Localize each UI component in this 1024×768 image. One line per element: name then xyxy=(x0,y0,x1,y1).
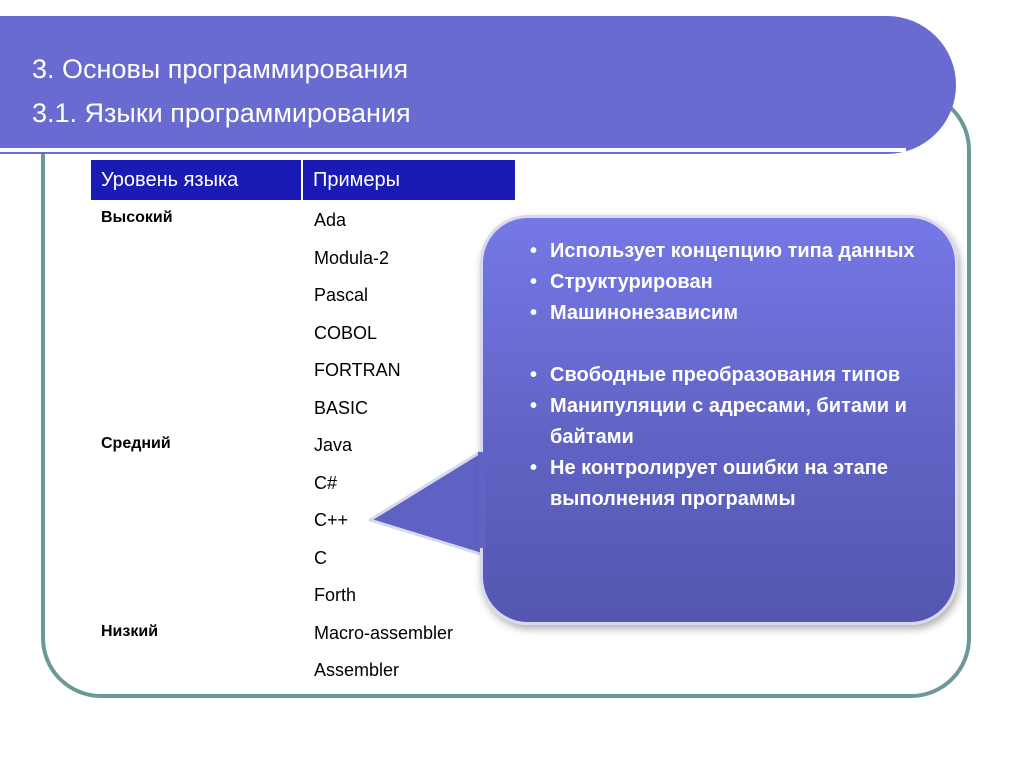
level-high: Высокий xyxy=(101,209,173,226)
bullet-text: Манипуляции с адресами, битами и байтами xyxy=(550,395,907,448)
bullet-text: Структурирован xyxy=(550,271,713,293)
bullet-item xyxy=(530,267,940,298)
bullet-text: Использует концепцию типа данных xyxy=(550,240,915,262)
bullet-item xyxy=(530,453,940,515)
example-item: C xyxy=(314,548,327,568)
bullet-dot: • xyxy=(530,302,538,324)
example-item: Modula-2 xyxy=(314,248,390,268)
bullet-dot: • xyxy=(530,364,538,386)
level-medium: Средний xyxy=(101,435,171,452)
example-item: COBOL xyxy=(314,323,378,343)
bullet-dot: • xyxy=(530,457,538,479)
bullet-text: Машинонезависим xyxy=(550,302,739,324)
slide-title: 3. Основы программирования xyxy=(32,54,409,84)
bullet-spacer xyxy=(530,329,940,360)
bullet-dot: • xyxy=(530,271,538,293)
bullet-item xyxy=(530,298,940,329)
bullet-text: Не контролирует ошибки на этапе выполнения программы xyxy=(550,457,888,510)
bullet-item xyxy=(530,360,940,391)
column-header-examples: Примеры xyxy=(313,169,401,191)
callout-bullets xyxy=(530,236,940,515)
example-item: Java xyxy=(314,435,353,455)
column-header-level: Уровень языка xyxy=(91,160,303,200)
bullet-text: Свободные преобразования типов xyxy=(550,364,901,386)
level-low: Низкий xyxy=(101,623,159,640)
bullet-item xyxy=(530,391,940,453)
example-item: C# xyxy=(314,473,338,493)
bullet-dot: • xyxy=(530,395,538,417)
example-item: BASIC xyxy=(314,398,369,418)
slide-subtitle: 3.1. Языки программирования xyxy=(32,98,411,128)
bullet-item xyxy=(530,236,940,267)
example-item: Pascal xyxy=(314,285,369,305)
bullet-dot: • xyxy=(530,240,538,262)
example-item: Assembler xyxy=(314,660,400,680)
example-item: FORTRAN xyxy=(314,360,401,380)
example-item: Ada xyxy=(314,210,347,230)
example-item: Macro-assembler xyxy=(314,623,454,643)
example-item: Forth xyxy=(314,585,357,605)
example-item: C++ xyxy=(314,510,349,530)
